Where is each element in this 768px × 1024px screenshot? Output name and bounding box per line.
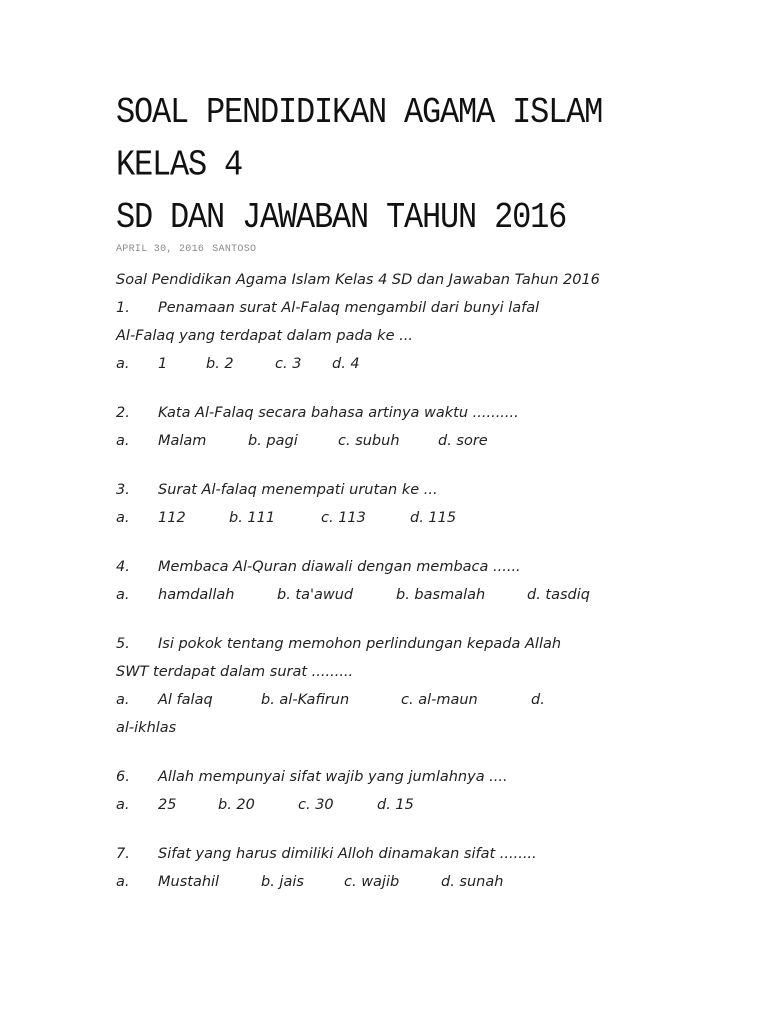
option-a-label: a. — [116, 510, 130, 526]
post-author[interactable]: SANTOSO — [212, 244, 257, 255]
option-d: d. sore — [438, 433, 488, 449]
option-a: 112 — [158, 510, 186, 526]
answer-options — [116, 791, 676, 819]
option-a: Mustahil — [158, 874, 220, 890]
question-number: 3. — [116, 482, 130, 498]
question-text: Surat Al-falaq menempati urutan ke ... — [158, 482, 438, 498]
option-d: d. 115 — [410, 510, 457, 526]
option-d: d. — [531, 692, 545, 708]
option-c: c. subuh — [338, 433, 400, 449]
question-number: 6. — [116, 769, 130, 785]
option-d-continued: al-ikhlas — [116, 720, 177, 736]
option-a: Al falaq — [158, 692, 213, 708]
document-body — [116, 266, 676, 896]
option-d: d. sunah — [441, 874, 504, 890]
option-b: b. al-Kafirun — [261, 692, 350, 708]
option-a-label: a. — [116, 356, 130, 372]
question-text: Kata Al-Falaq secara bahasa artinya waktu .......... — [158, 405, 519, 421]
option-c: c. 3 — [275, 356, 302, 372]
option-a-label: a. — [116, 587, 130, 603]
answer-options — [116, 504, 676, 532]
option-c: c. 113 — [321, 510, 366, 526]
question-text: Penamaan surat Al-Falaq mengambil dari bunyi lafal — [158, 300, 540, 316]
question-1 — [116, 294, 676, 378]
option-b: b. 2 — [206, 356, 234, 372]
option-a: 25 — [158, 797, 177, 813]
question-text: Allah mempunyai sifat wajib yang jumlahnya .... — [158, 769, 508, 785]
option-a-label: a. — [116, 692, 130, 708]
question-text: Isi pokok tentang memohon perlindungan kepada Allah — [158, 636, 562, 652]
answer-options — [116, 581, 676, 609]
question-number: 2. — [116, 405, 130, 421]
option-a-label: a. — [116, 433, 130, 449]
question-text-continued: Al-Falaq yang terdapat dalam pada ke ... — [116, 328, 413, 344]
option-b: b. jais — [261, 874, 304, 890]
option-b: b. ta'awud — [277, 587, 354, 603]
question-number: 5. — [116, 636, 130, 652]
answer-options — [116, 686, 676, 714]
question-6 — [116, 763, 676, 819]
post-meta — [116, 244, 676, 258]
title-line-2: SD DAN JAWABAN TAHUN 2016 — [116, 196, 567, 239]
answer-options — [116, 868, 676, 896]
option-c: b. basmalah — [396, 587, 486, 603]
option-a: hamdallah — [158, 587, 235, 603]
question-number: 1. — [116, 300, 130, 316]
page-title — [116, 86, 676, 244]
question-text-continued: SWT terdapat dalam surat ......... — [116, 664, 354, 680]
option-c: c. wajib — [344, 874, 400, 890]
question-2 — [116, 399, 676, 455]
question-7 — [116, 840, 676, 896]
option-d: d. tasdiq — [527, 587, 590, 603]
question-text: Sifat yang harus dimiliki Alloh dinamakan sifat ........ — [158, 846, 537, 862]
title-line-1: SOAL PENDIDIKAN AGAMA ISLAM KELAS 4 — [116, 91, 603, 186]
option-c: c. al-maun — [401, 692, 478, 708]
answer-options — [116, 350, 676, 378]
option-b: b. pagi — [248, 433, 298, 449]
question-number: 7. — [116, 846, 130, 862]
question-text: Membaca Al-Quran diawali dengan membaca ...... — [158, 559, 521, 575]
option-b: b. 111 — [229, 510, 276, 526]
answer-options — [116, 427, 676, 455]
question-5 — [116, 630, 676, 742]
question-3 — [116, 476, 676, 532]
option-a: Malam — [158, 433, 207, 449]
option-b: b. 20 — [218, 797, 255, 813]
option-d: d. 4 — [332, 356, 360, 372]
document-page — [116, 86, 676, 896]
post-date[interactable]: APRIL 30, 2016 — [116, 244, 205, 255]
intro-text: Soal Pendidikan Agama Islam Kelas 4 SD dan Jawaban Tahun 2016 — [116, 272, 600, 288]
question-number: 4. — [116, 559, 130, 575]
option-d: d. 15 — [377, 797, 414, 813]
option-c: c. 30 — [298, 797, 334, 813]
option-a: 1 — [158, 356, 168, 372]
option-a-label: a. — [116, 874, 130, 890]
question-4 — [116, 553, 676, 609]
option-a-label: a. — [116, 797, 130, 813]
